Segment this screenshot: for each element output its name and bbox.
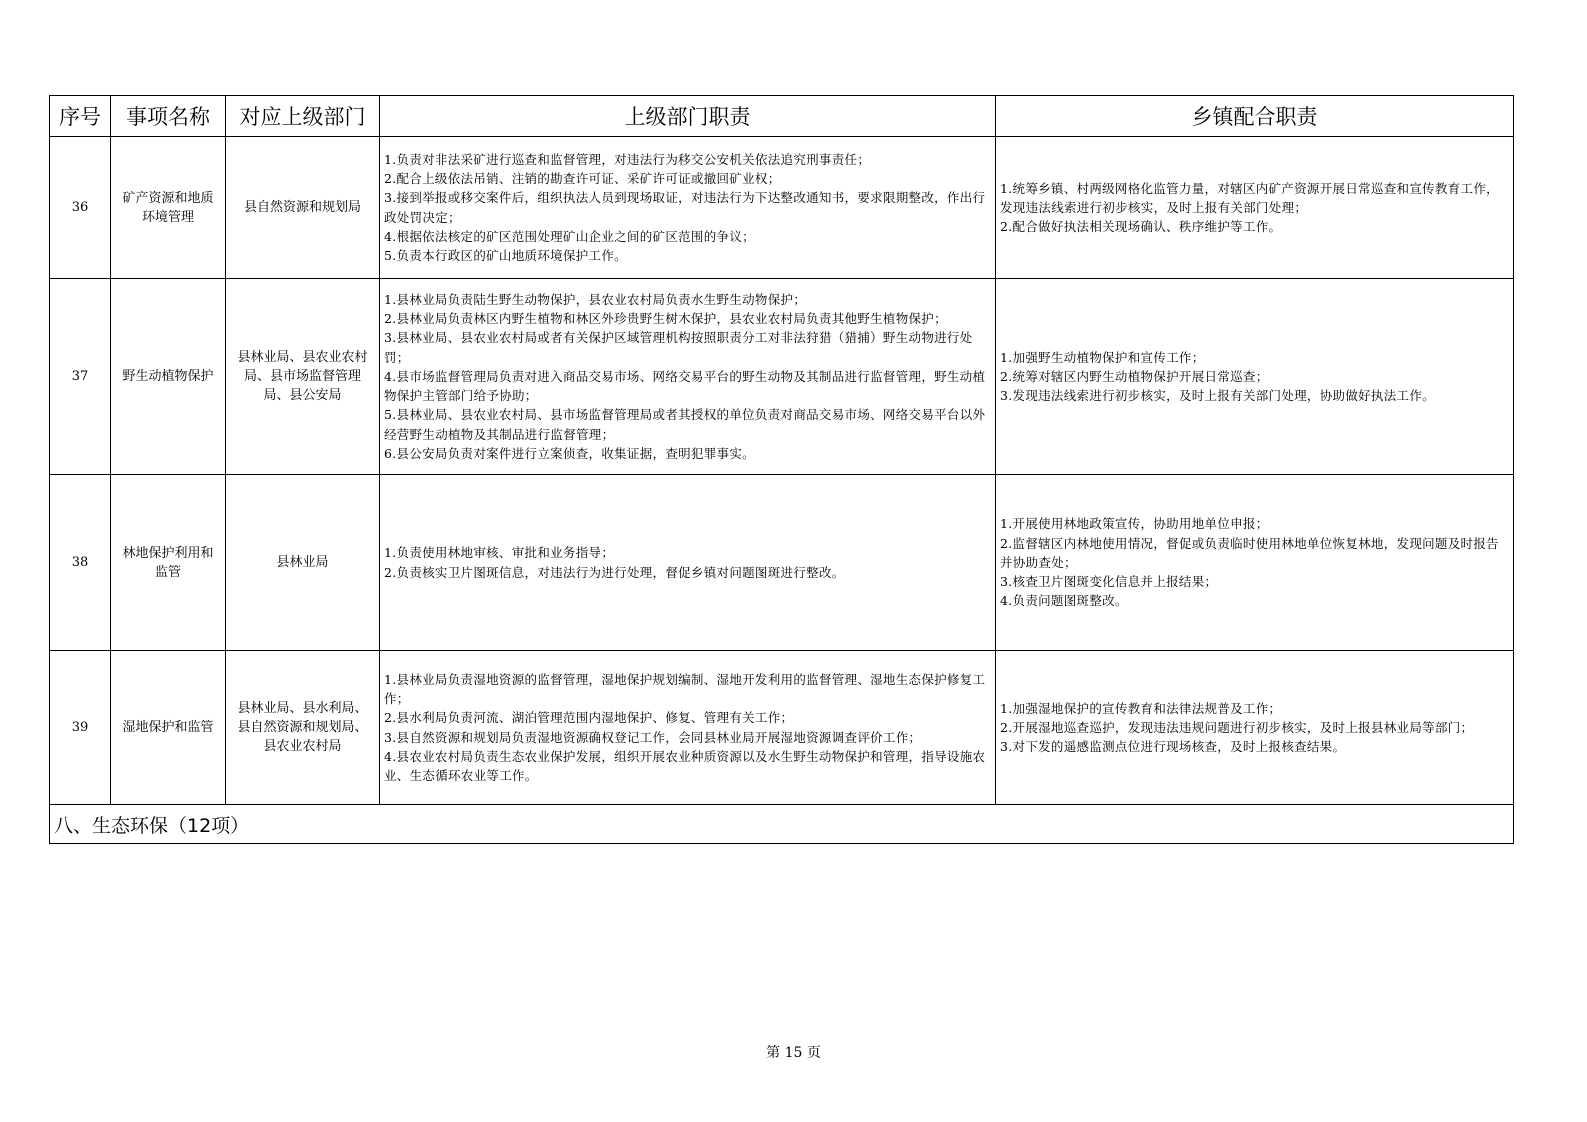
row-seq: 36 [50, 137, 111, 279]
row-upper-duty [380, 475, 996, 651]
upper-duty-line: 1.县林业局负责陆生野生动物保护，县农业农村局负责水生野生动物保护； [384, 292, 807, 308]
upper-duty-line: 1.负责使用林地审核、审批和业务指导； [384, 545, 615, 561]
header-seq: 序号 [50, 96, 111, 137]
upper-duty-line: 2.县水利局负责河流、湖泊管理范围内湿地保护、修复、管理有关工作； [384, 710, 794, 726]
upper-duty-line: 4.县市场监督管理局负责对进入商品交易市场、网络交易平台的野生动物及其制品进行监督管理，野生动植物保护主管部门给予协助； [384, 368, 986, 404]
upper-duty-line: 1.县林业局负责湿地资源的监督管理，湿地保护规划编制、湿地开发利用的监督管理、湿地生态保护修复工作； [384, 671, 986, 707]
town-duty-line: 2.监督辖区内林地使用情况，督促或负责临时使用林地单位恢复林地，发现问题及时报告并协助查处； [1000, 535, 1499, 570]
row-dept: 县林业局、县农业农村局、县市场监督管理局、县公安局 [226, 279, 380, 475]
row-town-duty [996, 137, 1514, 279]
section-row [50, 805, 1514, 844]
upper-duty-line: 6.县公安局负责对案件进行立案侦查，收集证据，查明犯罪事实。 [384, 445, 755, 461]
header-town-duty: 乡镇配合职责 [996, 96, 1514, 137]
row-seq: 39 [50, 651, 111, 805]
page-number: 第 15 页 [766, 1045, 821, 1061]
row-town-duty [996, 475, 1514, 651]
upper-duty-line: 3.县自然资源和规划局负责湿地资源确权登记工作，会同县林业局开展湿地资源调查评价工作； [384, 729, 922, 745]
row-town-duty [996, 279, 1514, 475]
upper-duty-line: 2.县林业局负责林区内野生植物和林区外珍贵野生树木保护，县农业农村局负责其他野生植物保护； [384, 311, 947, 327]
header-dept: 对应上级部门 [226, 96, 380, 137]
upper-duty-line: 3.县林业局、县农业农村局或者有关保护区域管理机构按照职责分工对非法狩猎（猎捕）野生动物进行处罚； [384, 330, 973, 365]
town-duty-line: 1.统筹乡镇、村两级网格化监管力量，对辖区内矿产资源开展日常巡查和宣传教育工作，发现违法线索进行初步核实，及时上报有关部门处理； [1000, 180, 1499, 215]
duty-table [49, 95, 1514, 844]
town-duty-line: 1.加强野生动植物保护和宣传工作； [1000, 349, 1205, 365]
upper-duty-line: 4.根据依法核定的矿区范围处理矿山企业之间的矿区范围的争议； [384, 228, 755, 244]
town-duty-line: 3.核查卫片图斑变化信息并上报结果； [1000, 574, 1218, 590]
row-item-name: 矿产资源和地质环境管理 [111, 137, 226, 279]
row-dept: 县林业局 [226, 475, 380, 651]
row-dept: 县林业局、县水利局、县自然资源和规划局、县农业农村局 [226, 651, 380, 805]
table-row [50, 279, 1514, 475]
town-duty-line: 1.加强湿地保护的宣传教育和法律法规普及工作； [1000, 700, 1282, 716]
upper-duty-line: 2.负责核实卫片图斑信息，对违法行为进行处理，督促乡镇对问题图斑进行整改。 [384, 564, 845, 580]
row-seq: 38 [50, 475, 111, 651]
upper-duty-line: 4.县农业农村局负责生态农业保护发展，组织开展农业种质资源以及水生野生动物保护和管理，指导设施农业、生态循环农业等工作。 [384, 748, 986, 783]
row-upper-duty [380, 137, 996, 279]
town-duty-line: 2.配合做好执法相关现场确认、秩序维护等工作。 [1000, 219, 1282, 235]
row-item-name: 野生动植物保护 [111, 279, 226, 475]
section-title: 八、生态环保（12项） [50, 805, 1514, 844]
upper-duty-line: 5.负责本行政区的矿山地质环境保护工作。 [384, 247, 627, 263]
town-duty-line: 2.开展湿地巡查巡护，发现违法违规问题进行初步核实，及时上报县林业局等部门； [1000, 719, 1474, 735]
header-item: 事项名称 [111, 96, 226, 137]
header-upper-duty: 上级部门职责 [380, 96, 996, 137]
town-duty-line: 2.统筹对辖区内野生动植物保护开展日常巡查； [1000, 368, 1269, 384]
row-item-name: 湿地保护和监管 [111, 651, 226, 805]
town-duty-line: 3.对下发的遥感监测点位进行现场核查，及时上报核查结果。 [1000, 739, 1346, 755]
town-duty-line: 1.开展使用林地政策宣传，协助用地单位申报； [1000, 516, 1269, 532]
table-row [50, 651, 1514, 805]
table-row [50, 137, 1514, 279]
upper-duty-line: 5.县林业局、县农业农村局、县市场监督管理局或者其授权的单位负责对商品交易市场、网络交易平台以外经营野生动植物及其制品进行监督管理； [384, 407, 986, 442]
upper-duty-line: 1.负责对非法采矿进行巡查和监督管理，对违法行为移交公安机关依法追究刑事责任； [384, 151, 871, 167]
row-town-duty [996, 651, 1514, 805]
table-row [50, 475, 1514, 651]
town-duty-line: 4.负责问题图斑整改。 [1000, 593, 1128, 609]
row-upper-duty [380, 651, 996, 805]
upper-duty-line: 3.接到举报或移交案件后，组织执法人员到现场取证，对违法行为下达整改通知书，要求限期整改，作出行政处罚决定； [384, 190, 986, 225]
upper-duty-line: 2.配合上级依法吊销、注销的勘查许可证、采矿许可证或撤回矿业权； [384, 171, 781, 187]
row-dept: 县自然资源和规划局 [226, 137, 380, 279]
row-seq: 37 [50, 279, 111, 475]
table-header-row [50, 96, 1514, 137]
row-item-name: 林地保护利用和监管 [111, 475, 226, 651]
row-upper-duty [380, 279, 996, 475]
town-duty-line: 3.发现违法线索进行初步核实，及时上报有关部门处理，协助做好执法工作。 [1000, 388, 1435, 404]
